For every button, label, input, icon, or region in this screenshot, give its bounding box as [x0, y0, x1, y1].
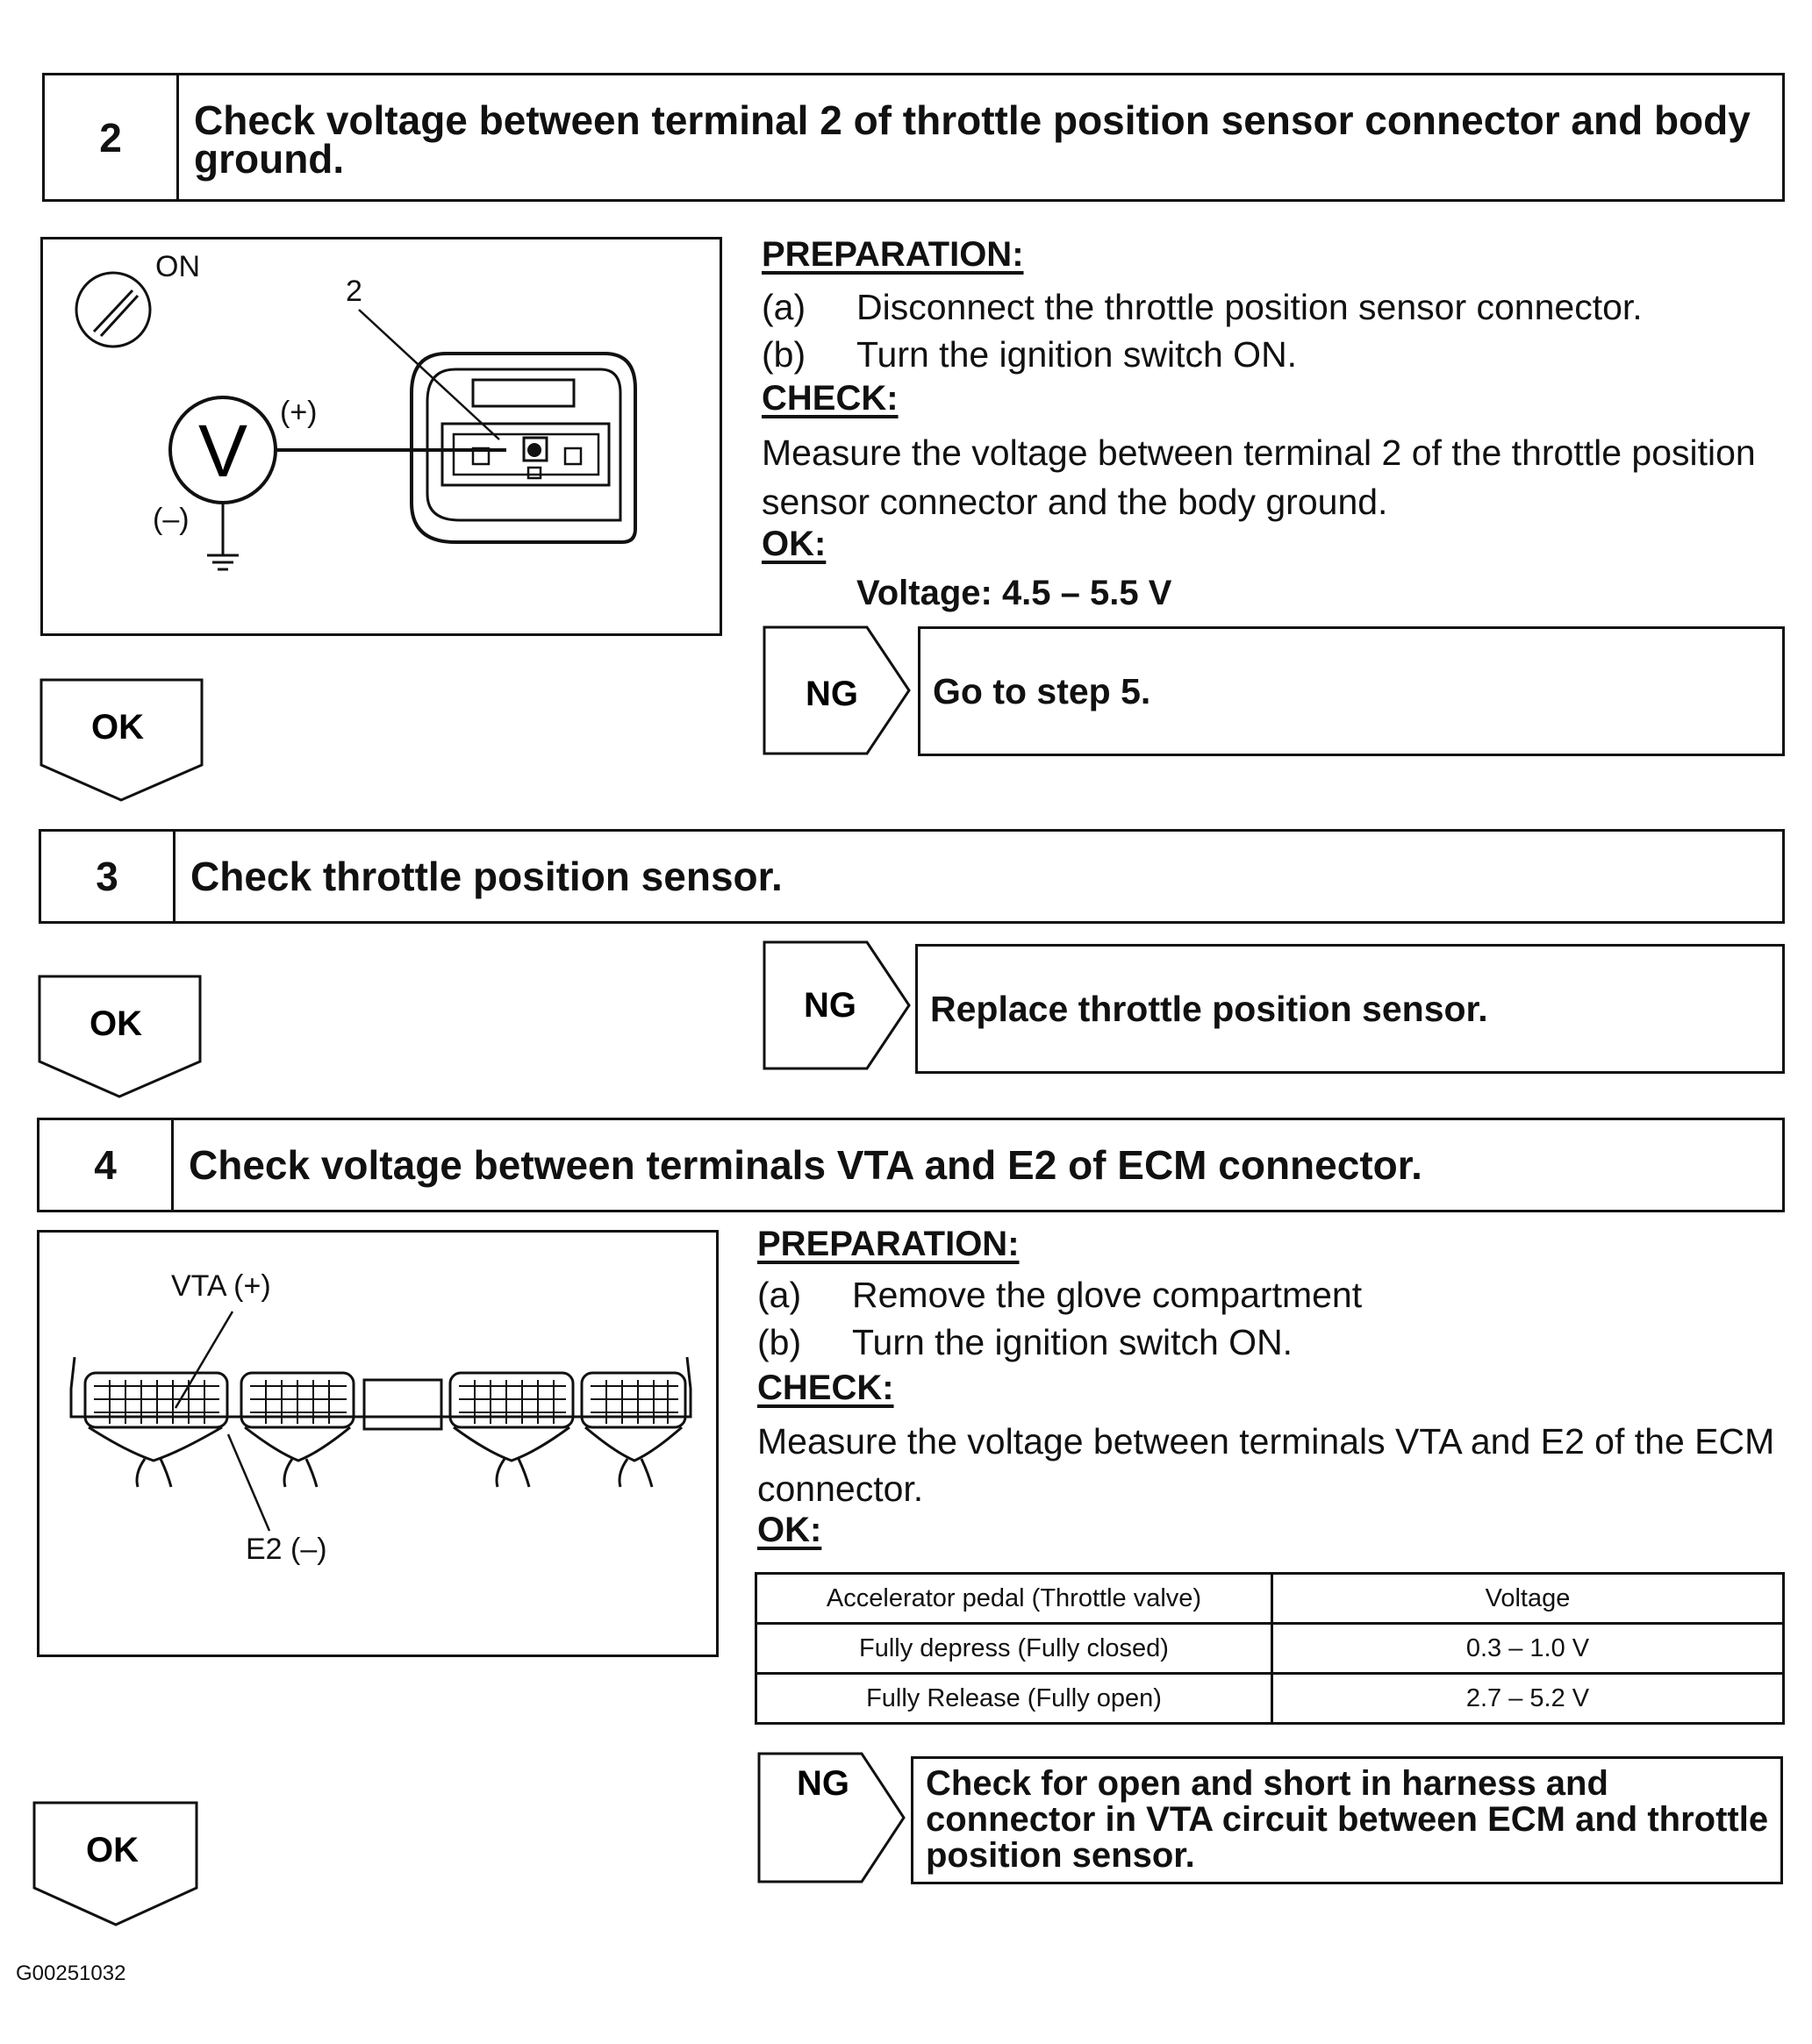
step-4-ok-arrow — [32, 1800, 200, 1928]
table-cell: 0.3 – 1.0 V — [1272, 1624, 1784, 1674]
step-2-ok-heading: OK: — [762, 525, 827, 563]
svg-text:V: V — [197, 410, 248, 492]
e2-label: E2 (–) — [246, 1533, 327, 1566]
step-title: Check voltage between terminal 2 of throttle position sensor connector and body ground. — [194, 96, 1751, 182]
terminal-label: 2 — [346, 275, 362, 308]
step-4-preparation-heading: PREPARATION: — [757, 1225, 1020, 1263]
svg-text:NG: NG — [797, 1764, 849, 1803]
svg-text:NG: NG — [806, 675, 858, 713]
step-3-ng-arrow — [762, 940, 913, 1071]
voltage-table — [755, 1572, 1785, 1725]
step-3-header — [39, 829, 1785, 924]
ignition-switch-icon — [76, 273, 150, 347]
plus-label: (+) — [280, 396, 318, 429]
step-2-ok-value: Voltage: 4.5 – 5.5 V — [856, 574, 1172, 612]
step-4-ok-heading: OK: — [757, 1511, 822, 1549]
vta-label: VTA (+) — [171, 1269, 271, 1303]
step-4-prep-b-text: Turn the ignition switch ON. — [852, 1322, 1293, 1362]
svg-text:NG: NG — [804, 986, 856, 1025]
ecm-connector-figure — [37, 1230, 719, 1657]
step-title: Check voltage between terminals VTA and E2 of ECM connector. — [189, 1142, 1422, 1188]
svg-text:OK: OK — [90, 1004, 142, 1043]
svg-text:OK: OK — [86, 1831, 139, 1869]
step-number: 2 — [45, 75, 179, 199]
step-2-check-heading: CHECK: — [762, 379, 899, 418]
step-4-prep-a-key: (a) — [757, 1275, 802, 1315]
step-4-check-text: Measure the voltage between terminals VTA and E2 of the ECM connector. — [757, 1421, 1775, 1509]
on-label: ON — [155, 250, 200, 283]
step-2-prep-b-key: (b) — [762, 334, 806, 375]
ecm-connector-diagram — [39, 1233, 721, 1660]
step-2-prep-b-text: Turn the ignition switch ON. — [856, 334, 1298, 375]
step-4-prep-a-text: Remove the glove compartment — [852, 1275, 1363, 1315]
step-2-preparation-heading: PREPARATION: — [762, 235, 1024, 274]
step-4-ng-action: Check for open and short in harness and connector in VTA circuit between ECM and throttle position sensor. — [911, 1756, 1783, 1884]
step-number: 3 — [41, 832, 175, 921]
voltmeter-icon — [170, 397, 276, 503]
step-2-ng-action: Go to step 5. — [918, 626, 1785, 756]
sensor-connector-icon — [412, 354, 635, 542]
step-4-header — [37, 1118, 1785, 1212]
step-2-prep-a-key: (a) — [762, 287, 806, 327]
step-number: 4 — [39, 1120, 174, 1210]
step-2-check-text: Measure the voltage between terminal 2 of the throttle position sensor connector and the body ground. — [762, 432, 1756, 522]
step-3-ok-arrow — [37, 974, 204, 1100]
minus-label: (–) — [153, 503, 190, 536]
svg-text:OK: OK — [91, 708, 144, 747]
table-header: Voltage — [1272, 1574, 1784, 1624]
step-2-prep-a-text: Disconnect the throttle position sensor connector. — [856, 287, 1643, 327]
table-cell: 2.7 – 5.2 V — [1272, 1674, 1784, 1724]
table-cell: Fully depress (Fully closed) — [756, 1624, 1272, 1674]
step-4-prep-b-key: (b) — [757, 1322, 802, 1362]
figure-id: G00251032 — [16, 1962, 126, 1985]
table-header: Accelerator pedal (Throttle valve) — [756, 1574, 1272, 1624]
table-header-row — [756, 1574, 1784, 1624]
step-2-ng-arrow — [762, 625, 913, 756]
ecm-connector-icon — [71, 1357, 691, 1487]
step-2-header — [42, 73, 1785, 202]
table-cell: Fully Release (Fully open) — [756, 1674, 1272, 1724]
step-2-ok-arrow — [39, 677, 205, 804]
table-row — [756, 1624, 1784, 1674]
table-row — [756, 1674, 1784, 1724]
step-title: Check throttle position sensor. — [190, 854, 783, 899]
tps-connector-figure — [40, 237, 722, 636]
step-4-check-heading: CHECK: — [757, 1369, 894, 1407]
step-4-ng-arrow — [756, 1751, 907, 1884]
step-3-ng-action: Replace throttle position sensor. — [915, 944, 1785, 1074]
voltmeter-connector-diagram — [43, 239, 725, 639]
